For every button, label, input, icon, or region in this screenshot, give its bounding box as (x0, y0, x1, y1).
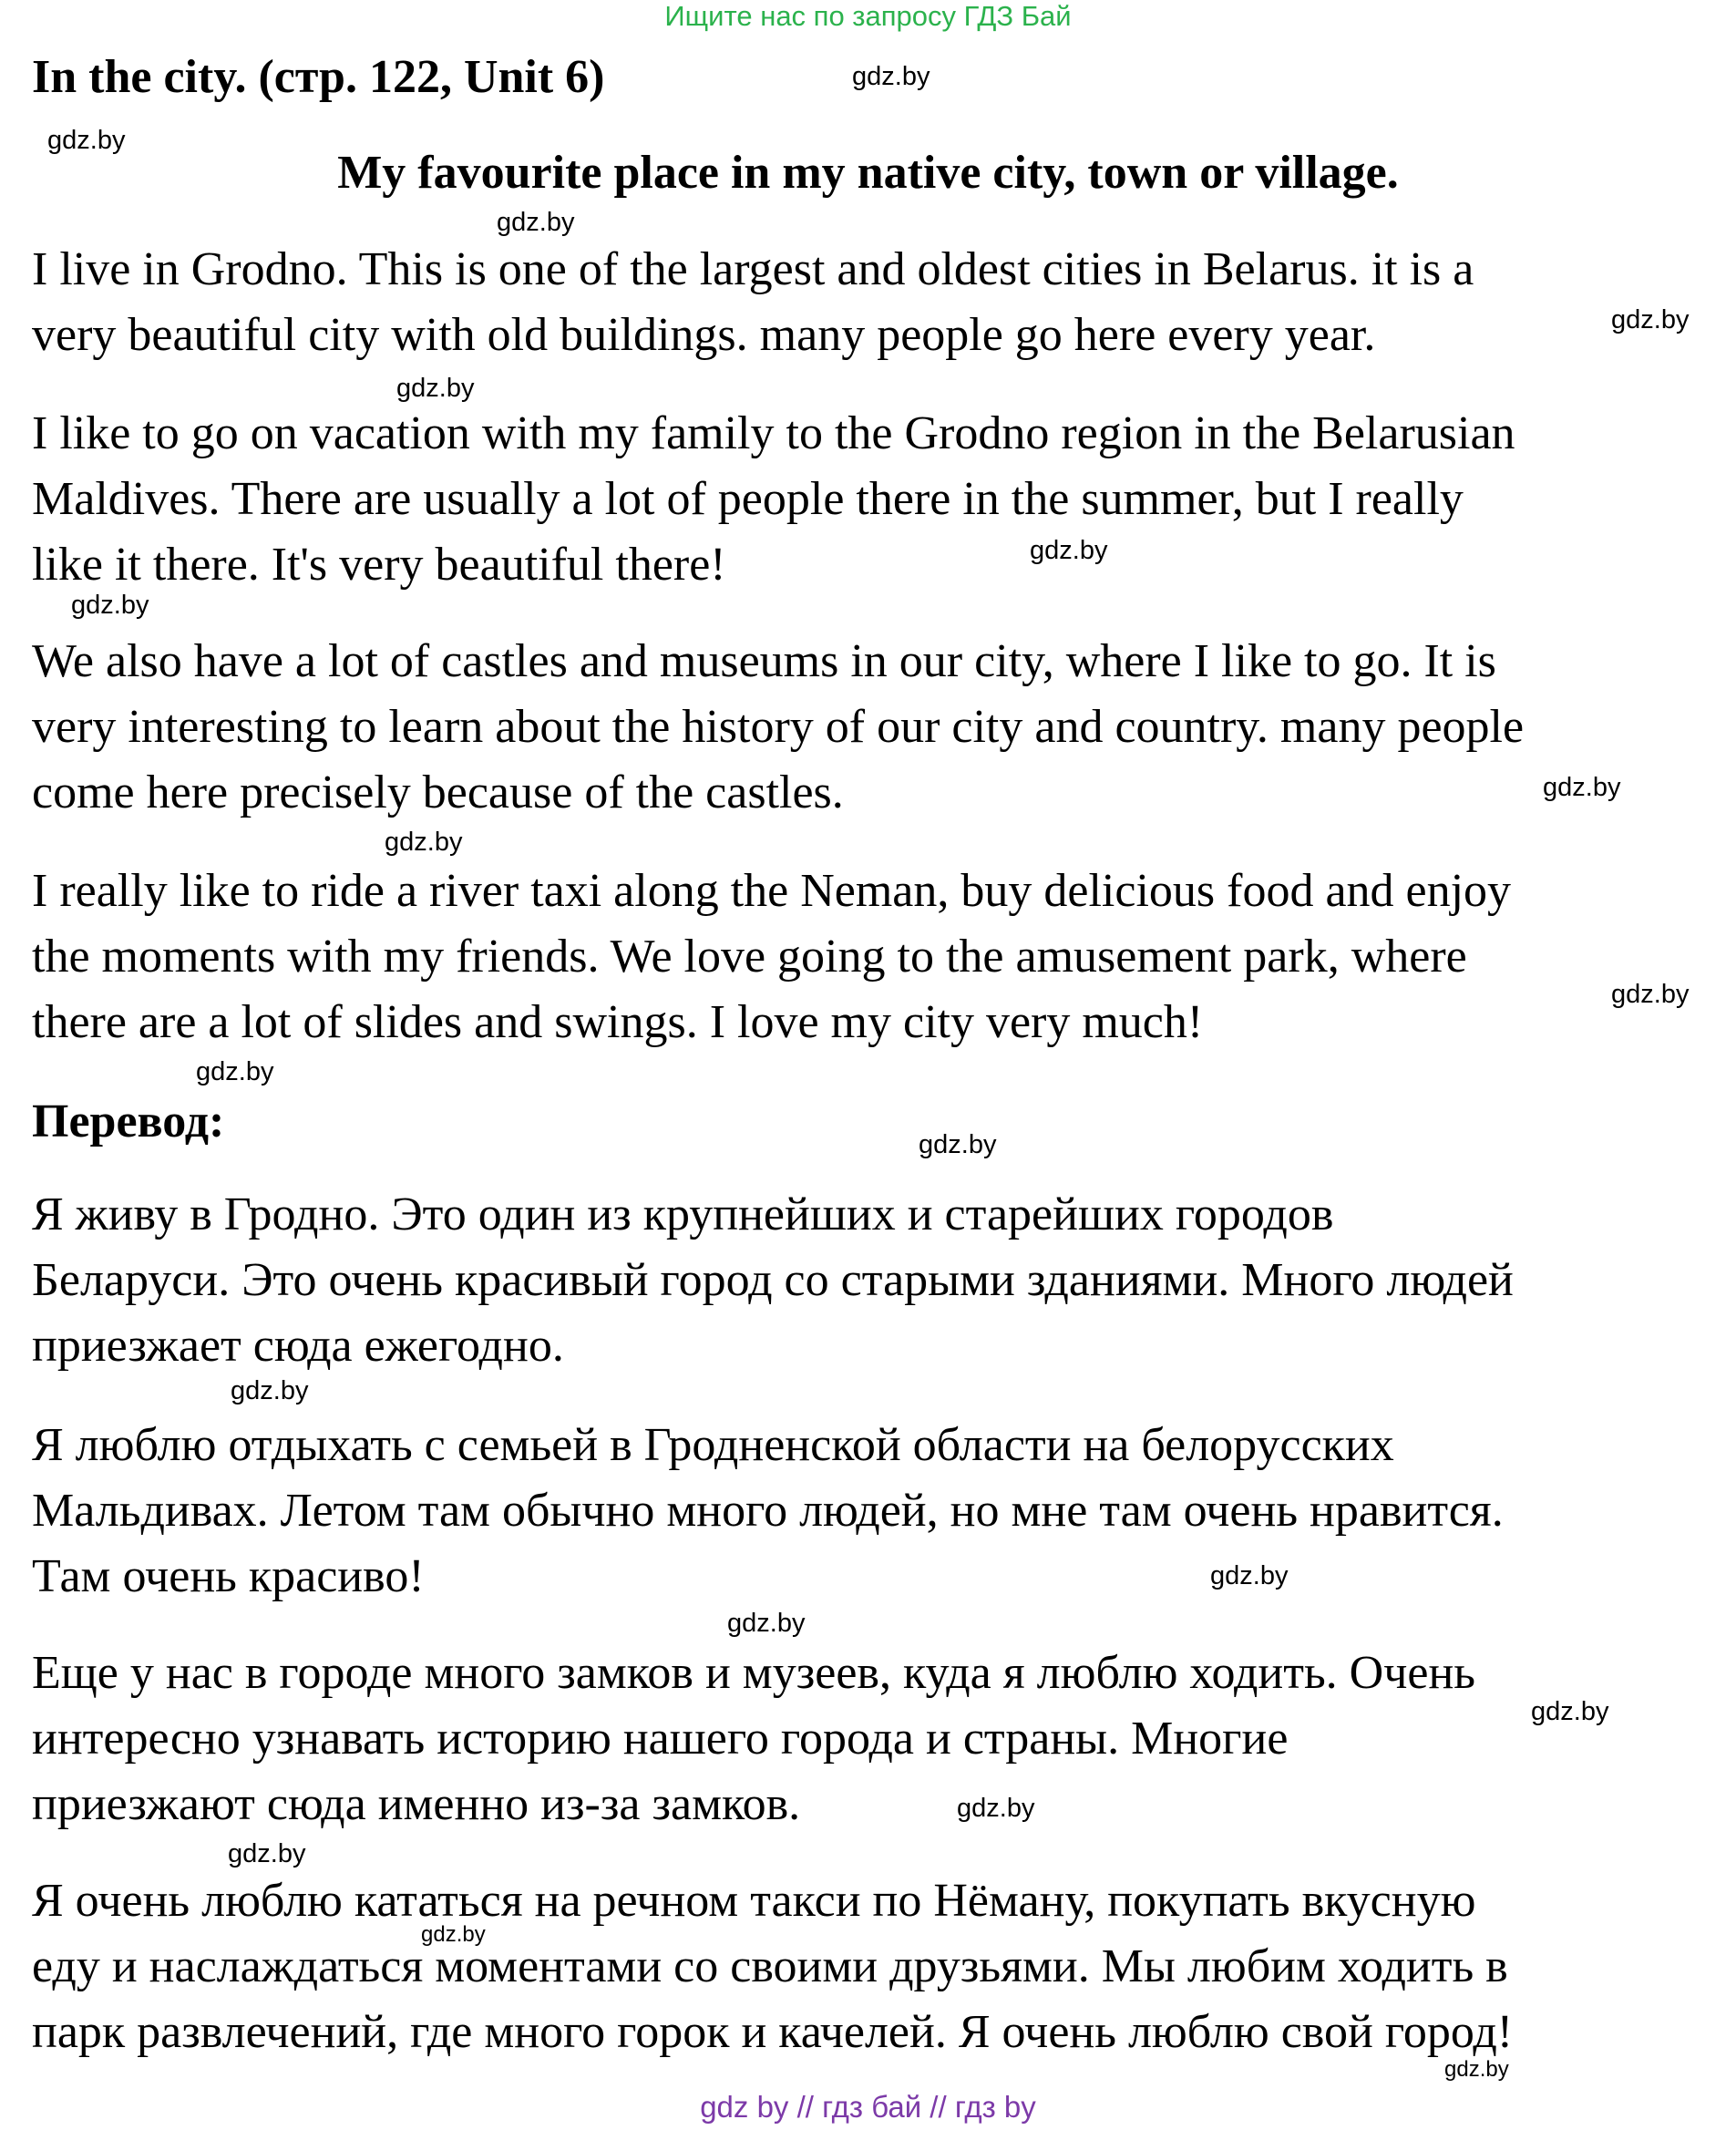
text-line: Я очень люблю кататься на речном такси по Нёману, покупать вкусную (32, 1875, 1476, 1927)
watermark: gdz.by (228, 1839, 306, 1868)
text-line: приезжают сюда именно из-за замков. (32, 1778, 801, 1830)
watermark: gdz.by (1030, 536, 1108, 565)
russian-paragraph-3 (32, 1641, 1727, 1837)
watermark: gdz.by (497, 208, 575, 237)
watermark: gdz.by (421, 1922, 486, 1947)
russian-paragraph-4 (32, 1868, 1727, 2065)
text-line: very interesting to learn about the history of our city and country. many people (32, 701, 1525, 753)
watermark: gdz.by (1210, 1561, 1289, 1590)
watermark: gdz.by (71, 591, 149, 620)
text-line: Беларуси. Это очень красивый город со старыми зданиями. Много людей (32, 1254, 1514, 1306)
translation-heading: Перевод: (32, 1096, 225, 1147)
text-line: like it there. It's very beautiful there! (32, 539, 726, 591)
text-line: I really like to ride a river taxi along the Neman, buy delicious food and enjoy (32, 865, 1512, 917)
text-line: the moments with my friends. We love going to the amusement park, where (32, 931, 1467, 983)
text-line: We also have a lot of castles and museums in our city, where I like to go. It is (32, 635, 1496, 687)
text-line: there are a lot of slides and swings. I love my city very much! (32, 996, 1204, 1048)
watermark: gdz.by (852, 62, 930, 91)
text-line: парк развлечений, где много горок и качелей. Я очень люблю свой город! (32, 2006, 1514, 2058)
watermark: gdz.by (385, 828, 463, 857)
russian-paragraph-2 (32, 1413, 1727, 1610)
text-line: Мальдивах. Летом там обычно много людей, но мне там очень нравится. (32, 1485, 1504, 1537)
watermark: gdz.by (1611, 305, 1690, 334)
text-line: приезжает сюда ежегодно. (32, 1320, 564, 1372)
english-paragraph-3 (32, 629, 1727, 826)
text-line: very beautiful city with old buildings. many people go here every year. (32, 309, 1376, 361)
text-line: Я живу в Гродно. Это один из крупнейших и старейших городов (32, 1188, 1334, 1240)
watermark: gdz.by (957, 1794, 1035, 1823)
russian-paragraph-1 (32, 1182, 1727, 1379)
watermark: gdz.by (1444, 2057, 1509, 2082)
watermark: gdz.by (1543, 773, 1621, 802)
text-line: I like to go on vacation with my family to the Grodno region in the Belarusian (32, 407, 1515, 459)
watermark: gdz.by (1531, 1697, 1609, 1726)
english-paragraph-2 (32, 401, 1727, 598)
text-line: Я люблю отдыхать с семьей в Гродненской области на белорусских (32, 1419, 1394, 1471)
text-line: come here precisely because of the castles. (32, 767, 844, 818)
footer-links: gdz by // гдз бай // гдз by (700, 2090, 1036, 2124)
watermark: gdz.by (727, 1609, 806, 1638)
watermark: gdz.by (396, 374, 475, 403)
page-title: In the city. (стр. 122, Unit 6) (32, 51, 605, 103)
watermark: gdz.by (196, 1057, 274, 1086)
english-paragraph-1 (32, 237, 1727, 368)
essay-title: My favourite place in my native city, town or village. (337, 147, 1399, 199)
top-banner: Ищите нас по запросу ГДЗ Бай (664, 0, 1072, 32)
text-line: Еще у нас в городе много замков и музеев, куда я люблю ходить. Очень (32, 1647, 1475, 1699)
watermark: gdz.by (47, 126, 126, 155)
text-line: еду и наслаждаться моментами со своими друзьями. Мы любим ходить в (32, 1940, 1508, 1992)
watermark: gdz.by (919, 1130, 997, 1159)
text-line: интересно узнавать историю нашего города и страны. Многие (32, 1713, 1289, 1765)
text-line: I live in Grodno. This is one of the largest and oldest cities in Belarus. it is a (32, 243, 1474, 295)
text-line: Maldives. There are usually a lot of people there in the summer, but I really (32, 473, 1464, 525)
english-paragraph-4 (32, 859, 1727, 1055)
watermark: gdz.by (231, 1376, 309, 1405)
text-line: Там очень красиво! (32, 1550, 425, 1602)
watermark: gdz.by (1611, 980, 1690, 1009)
